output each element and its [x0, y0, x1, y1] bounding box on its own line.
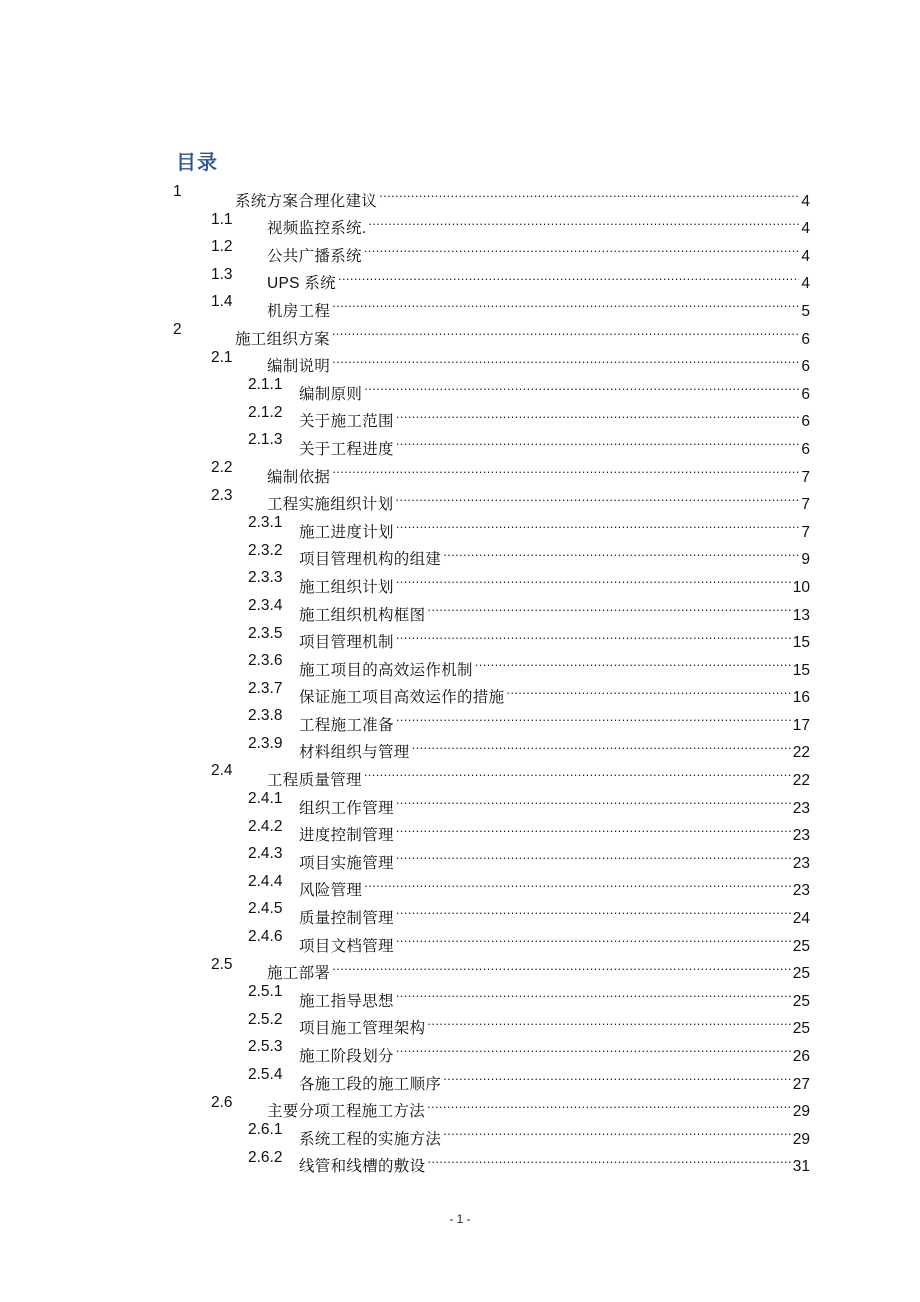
toc-entry-page: 29	[792, 1103, 810, 1121]
toc-entry-page: 9	[801, 551, 810, 569]
toc-entry-number: 2.3.8	[248, 707, 283, 725]
toc-dot-leader	[368, 206, 799, 234]
toc-entry-page: 6	[801, 385, 810, 403]
toc-entry[interactable]	[0, 454, 920, 486]
toc-entry-title: 项目管理机制	[299, 634, 394, 652]
toc-entry-number: 2.4.5	[248, 900, 283, 918]
toc-dot-leader	[396, 509, 799, 537]
toc-entry-number: 2.3.4	[248, 596, 283, 614]
toc-entry-page: 23	[792, 799, 810, 817]
toc-entry[interactable]	[0, 1089, 920, 1121]
toc-entry-number: 2.3.6	[248, 652, 283, 670]
toc-dot-leader	[332, 454, 799, 482]
toc-entry-title: 关于施工范围	[299, 413, 394, 431]
toc-entry-page: 16	[792, 689, 810, 707]
toc-dot-leader	[395, 482, 799, 510]
toc-entry-title: 公共广播系统	[267, 247, 362, 265]
toc-entry[interactable]	[0, 951, 920, 983]
toc-dot-leader	[332, 344, 799, 372]
toc-entry-number: 2.1.2	[248, 403, 283, 421]
toc-entry-number: 2.3.5	[248, 624, 283, 642]
toc-entry-title: 施工指导思想	[299, 992, 394, 1010]
toc-entry-page: 25	[792, 992, 810, 1010]
toc-entry-number: 2.4.6	[248, 928, 283, 946]
toc-dot-leader	[396, 785, 791, 813]
toc-entry-title: 项目实施管理	[299, 854, 394, 872]
toc-entry-number: 2.4.1	[248, 790, 283, 808]
toc-entry[interactable]	[0, 426, 920, 458]
toc-entry-title: 保证施工项目高效运作的措施	[299, 689, 505, 707]
toc-entry-title: 组织工作管理	[299, 799, 394, 817]
toc-entry-page: 25	[792, 1020, 810, 1038]
toc-dot-leader	[427, 1089, 791, 1117]
toc-entry-number: 2.6	[211, 1093, 233, 1111]
toc-entry[interactable]	[0, 978, 920, 1010]
toc-dot-leader	[396, 426, 799, 454]
toc-entry[interactable]	[0, 1116, 920, 1148]
toc-entry-title: 施工组织方案	[235, 330, 330, 348]
toc-entry-title: 工程质量管理	[267, 772, 362, 790]
toc-entry-title: 机房工程	[267, 302, 331, 320]
toc-entry-page: 15	[792, 634, 810, 652]
toc-entry-page: 25	[792, 937, 810, 955]
toc-dot-leader	[364, 868, 791, 896]
toc-entry-title: 项目管理机构的组建	[299, 551, 442, 569]
toc-entry-page: 17	[792, 716, 810, 734]
toc-entry-page: 7	[801, 468, 810, 486]
toc-entry-title: 视频监控系统.	[267, 220, 367, 238]
toc-entry-number: 2.2	[211, 458, 233, 476]
toc-entry-page: 6	[801, 413, 810, 431]
toc-entry-page: 6	[801, 330, 810, 348]
toc-entry[interactable]	[0, 730, 920, 762]
toc-entry-title: 线管和线槽的敷设	[299, 1158, 426, 1176]
toc-entry-title: 编制说明	[267, 358, 331, 376]
toc-dot-leader	[443, 1061, 791, 1089]
toc-entry[interactable]	[0, 647, 920, 679]
toc-entry-number: 2.5.2	[248, 1010, 283, 1028]
toc-dot-leader	[364, 371, 799, 399]
toc-entry-title: 施工项目的高效运作机制	[299, 661, 473, 679]
toc-entry-title: 工程实施组织计划	[267, 496, 394, 514]
toc-entry-line	[299, 1144, 810, 1181]
toc-entry-page: 4	[801, 220, 810, 238]
toc-dot-leader	[332, 951, 791, 979]
toc-entry-title: 工程施工准备	[299, 716, 394, 734]
toc-entry-number: 2.1.1	[248, 376, 283, 394]
toc-entry-title: 编制依据	[267, 468, 331, 486]
toc-entry-title: 项目施工管理架构	[299, 1020, 426, 1038]
toc-entry-page: 27	[792, 1075, 810, 1093]
toc-entry-page: 6	[801, 440, 810, 458]
page-number-footer: - 1 -	[449, 1212, 471, 1226]
toc-entry-page: 26	[792, 1048, 810, 1065]
toc-entry-page: 10	[792, 578, 810, 596]
toc-entry-number: 2.6.1	[248, 1121, 283, 1139]
toc-entry[interactable]	[0, 261, 920, 293]
toc-entry-title: 主要分项工程施工方法	[267, 1103, 426, 1121]
toc-entry-title: 系统工程的实施方法	[299, 1130, 442, 1148]
toc-entry-page: 22	[792, 744, 810, 762]
toc-entry-page: 4	[801, 275, 810, 293]
toc-entry-title: 施工进度计划	[299, 523, 394, 541]
toc-entry-number: 2.5.3	[248, 1038, 283, 1056]
toc-dot-leader	[396, 399, 799, 427]
toc-entry-number: 1.2	[211, 238, 233, 256]
toc-entry-number: 2.3.3	[248, 569, 283, 587]
toc-entry[interactable]	[0, 840, 920, 872]
toc-entry[interactable]	[0, 813, 920, 845]
toc-entry-title: 系统方案合理化建议	[235, 192, 378, 210]
toc-entry[interactable]	[0, 592, 920, 624]
toc-entry[interactable]	[0, 206, 920, 238]
toc-entry-page: 25	[792, 965, 810, 983]
toc-entry-number: 2.3.2	[248, 541, 283, 559]
toc-entry-page: 29	[792, 1130, 810, 1148]
toc-entry-page: 7	[801, 523, 810, 541]
toc-dot-leader	[396, 895, 791, 923]
toc-entry[interactable]	[0, 1144, 920, 1176]
toc-entry-title: 编制原则	[299, 385, 363, 403]
toc-entry-page: 7	[801, 496, 810, 514]
toc-entry-title: 进度控制管理	[299, 827, 394, 845]
toc-entry[interactable]	[0, 675, 920, 707]
toc-entry[interactable]	[0, 482, 920, 514]
toc-entry-page: 23	[792, 827, 810, 845]
toc-entry-page: 23	[792, 882, 810, 900]
toc-entry-title: UPS 系统	[267, 275, 336, 293]
toc-entry-title: 材料组织与管理	[299, 744, 410, 762]
toc-entry-number: 2.1	[211, 348, 233, 366]
toc-entry-number: 2.6.2	[248, 1148, 283, 1166]
toc-dot-leader	[427, 592, 790, 620]
toc-dot-leader	[379, 178, 799, 206]
toc-entry-number: 2.5.4	[248, 1066, 283, 1083]
toc-entry[interactable]	[0, 895, 920, 928]
toc-entry-title: 施工部署	[267, 965, 331, 983]
toc-entry-title: 关于工程进度	[299, 440, 394, 458]
toc-entry-number: 2.3	[211, 486, 233, 504]
toc-entry-number: 2.4.4	[248, 872, 283, 890]
toc-entry[interactable]	[0, 564, 920, 596]
toc-entry-number: 2.1.3	[248, 431, 283, 449]
toc-dot-leader	[443, 537, 799, 565]
toc-entry-title: 质量控制管理	[299, 910, 394, 928]
toc-entry-page: 13	[792, 606, 810, 624]
toc-entry-page: 5	[801, 302, 810, 320]
toc-entry[interactable]	[0, 399, 920, 431]
toc-dot-leader	[338, 261, 799, 289]
toc-dot-leader	[396, 702, 791, 730]
toc-entry-number: 2.3.1	[248, 514, 283, 532]
toc-dot-leader	[396, 840, 791, 868]
toc-entry[interactable]	[0, 371, 920, 403]
toc-entry-title: 项目文档管理	[299, 937, 394, 955]
toc-dot-leader	[427, 1144, 790, 1172]
toc-entry-number: 2.4	[211, 762, 233, 780]
toc-entry-page: 15	[792, 661, 810, 679]
toc-dot-leader	[364, 757, 791, 785]
toc-entry-title: 施工阶段划分	[299, 1048, 394, 1065]
toc-dot-leader	[332, 316, 799, 344]
toc-entry[interactable]	[0, 923, 920, 955]
toc-entry[interactable]	[0, 344, 920, 376]
toc-entry[interactable]	[0, 702, 920, 734]
toc-entry-number: 1	[173, 183, 182, 200]
toc-entry[interactable]	[0, 785, 920, 817]
toc-entry-page: 22	[792, 772, 810, 790]
toc-entry-number: 2	[173, 320, 182, 338]
toc-dot-leader	[427, 1006, 790, 1034]
toc-entry-number: 2.3.9	[248, 734, 283, 752]
toc-dot-leader	[412, 730, 791, 758]
toc-entry-number: 1.4	[211, 293, 233, 311]
toc-entry[interactable]	[0, 509, 920, 541]
toc-dot-leader	[396, 923, 791, 951]
toc-entry[interactable]	[0, 537, 920, 569]
toc-entry-page: 4	[801, 247, 810, 265]
toc-entry-number: 1.1	[211, 210, 233, 228]
toc-entry-number: 2.5	[211, 955, 233, 973]
toc-dot-leader	[396, 620, 791, 648]
toc-dot-leader	[506, 675, 790, 703]
toc-entry[interactable]	[0, 178, 920, 210]
toc-entry-number: 2.3.7	[248, 679, 283, 697]
toc-entry[interactable]	[0, 1061, 920, 1093]
toc-dot-leader	[443, 1116, 791, 1144]
toc-entry[interactable]	[0, 288, 920, 320]
toc-dot-leader	[396, 813, 791, 841]
toc-entry-page: 24	[792, 910, 810, 928]
toc-dot-leader	[396, 1033, 791, 1061]
toc-entry-title: 各施工段的施工顺序	[299, 1075, 442, 1093]
toc-dot-leader	[396, 978, 791, 1006]
table-of-contents	[0, 178, 920, 1176]
toc-entry[interactable]	[0, 620, 920, 652]
toc-dot-leader	[332, 288, 799, 316]
toc-entry-number: 2.4.2	[248, 817, 283, 835]
toc-dot-leader	[475, 647, 791, 675]
toc-entry[interactable]	[0, 868, 920, 900]
toc-entry[interactable]	[0, 316, 920, 348]
toc-entry-number: 1.3	[211, 265, 233, 283]
toc-entry-page: 23	[792, 854, 810, 872]
toc-entry-page: 31	[792, 1158, 810, 1176]
toc-heading: 目录	[176, 152, 218, 174]
toc-entry[interactable]	[0, 757, 920, 790]
toc-entry[interactable]	[0, 1033, 920, 1065]
toc-entry-number: 2.4.3	[248, 845, 283, 863]
toc-entry[interactable]	[0, 233, 920, 265]
toc-entry-title: 施工组织计划	[299, 578, 394, 596]
toc-entry-page: 6	[801, 358, 810, 376]
toc-dot-leader	[364, 233, 799, 261]
toc-entry-number: 2.5.1	[248, 983, 283, 1001]
toc-entry[interactable]	[0, 1006, 920, 1038]
toc-entry-title: 施工组织机构框图	[299, 606, 426, 624]
toc-entry-title: 风险管理	[299, 882, 363, 900]
toc-entry-page: 4	[801, 192, 810, 210]
toc-dot-leader	[396, 564, 791, 592]
